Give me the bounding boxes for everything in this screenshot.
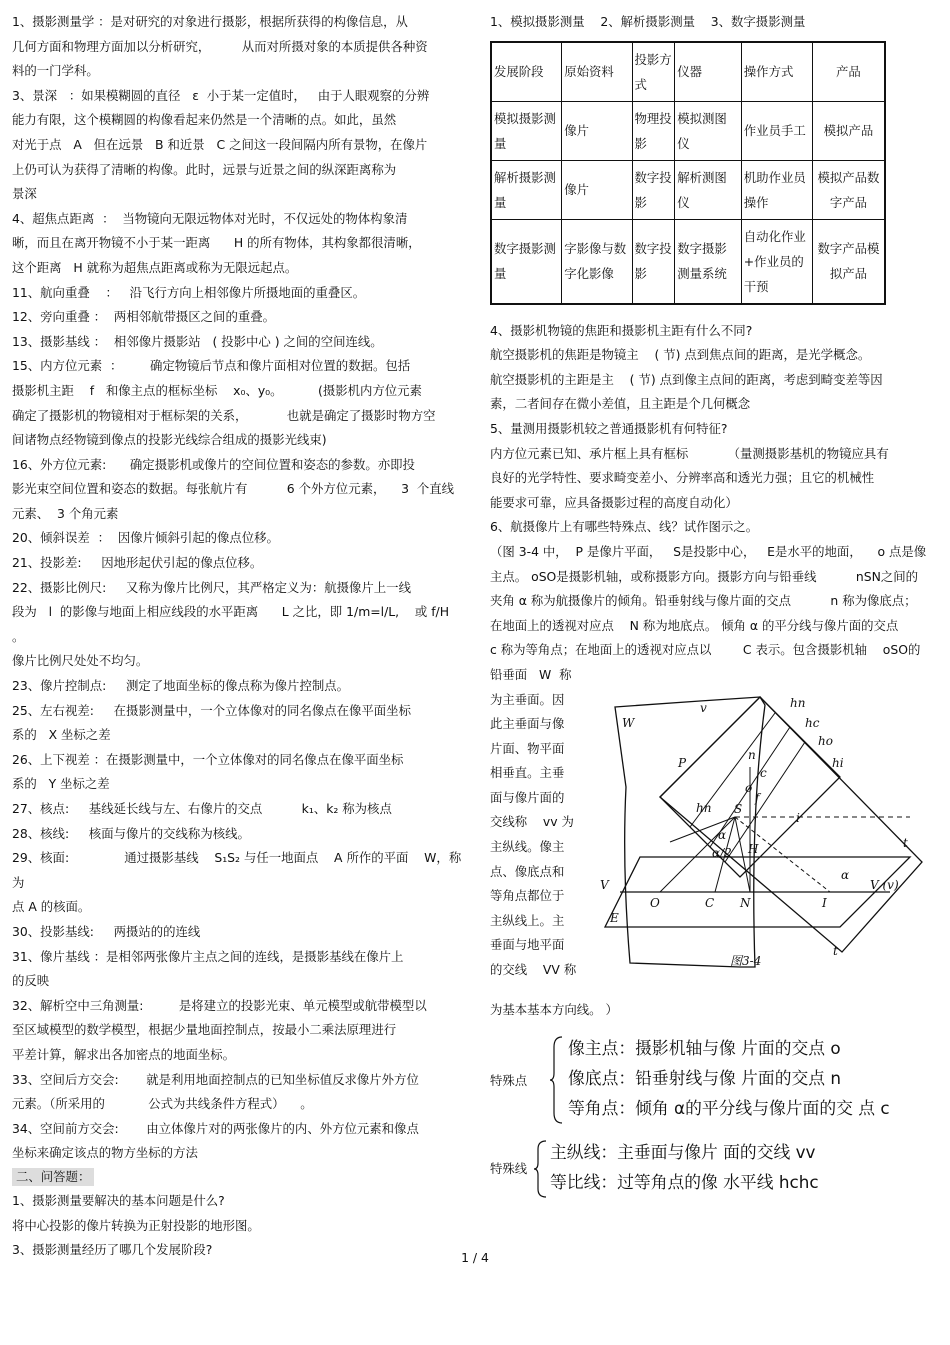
text-line: （图 3-4 中， P 是像片平面， S是投影中心， E是水平的地面， o 点是像: [490, 543, 927, 559]
stages-answer: 1、模拟摄影测量 2、解析摄影测量 3、数字摄影测量: [490, 14, 806, 29]
figure-block: [490, 663, 938, 998]
text-line: 32、解析空中三角测量: 是将建立的投影光束、单元模型或航带模型以: [12, 997, 427, 1013]
text-line: 在地面上的透视对应点 N 称为地底点。 倾角 α 的平分线与像片面的交点: [490, 617, 899, 633]
text-line: 29、核面: 通过摄影基线 S₁S₂ 与任一地面点 A 所作的平面 W，称为: [12, 850, 462, 890]
text-line: 27、核点: 基线延长线与左、右像片的交点 k₁、k₂ 称为核点: [12, 801, 392, 816]
text-line: 航空摄影机的主距是主 ( 节) 点到像主点间的距离，考虑到畸变差等因: [490, 371, 883, 387]
table-cell: 模拟测图仪: [675, 101, 742, 160]
text-line: 系的 Y 坐标之差: [12, 776, 110, 792]
table-cell: 数字投影: [632, 219, 675, 304]
table-cell: 作业员手工: [741, 101, 812, 160]
text-line: 良好的光学特性、要求畸变差小、分辨率高和透光力强；且它的机械性: [490, 470, 875, 486]
svg-text:α: α: [718, 827, 727, 842]
table-row: [491, 160, 885, 219]
special-lines: [490, 1137, 938, 1205]
text-line: 31、像片基线 ：是相邻两张像片主点之间的连线，是摄影基线在像片上: [12, 948, 404, 964]
text-line: 等角点都位于: [490, 888, 565, 904]
text-line: 21、投影差: 因地形起伏引起的像点位移。: [12, 555, 263, 571]
special-item: 像主点：摄影机轴与像 片面的交点 o: [568, 1037, 841, 1058]
special-item: 等角点：倾角 α的平分线与像片面的交 点 c: [568, 1097, 890, 1118]
text-line: 能力有限，这个模糊圆的构像看起来仍然是一个清晰的点。如此，虽然: [12, 112, 397, 128]
text-line: 摄影机主距 f 和像主点的框标坐标 x₀、y₀。 (摄影机内方位元素: [12, 382, 422, 398]
svg-text:H: H: [748, 841, 759, 856]
text-line: 景深: [12, 186, 37, 202]
text-line: 为主垂面。因: [490, 691, 565, 707]
svg-text:V: V: [600, 877, 609, 892]
text-line: 的反映: [12, 973, 50, 989]
text-line: 间诸物点经物镜到像点的投影光线综合组成的摄影光线束): [12, 432, 327, 448]
page-number: 1 / 4: [461, 1250, 489, 1265]
special-item: 像底点：铅垂射线与像 片面的交点 n: [568, 1067, 842, 1088]
svg-text:f: f: [755, 790, 760, 805]
svg-text:α: α: [841, 867, 850, 882]
svg-text:hn: hn: [790, 695, 806, 710]
table-cell: 模拟产品数字产品: [812, 160, 885, 219]
svg-text:v: v: [700, 700, 707, 715]
text-line: 至区域模型的数学模型，根据少量地面控制点，按最小二乘法原理进行: [12, 1022, 397, 1038]
brace-icon: [534, 1139, 548, 1199]
svg-text:C: C: [705, 895, 715, 910]
text-line: 5、量测用摄影机较之普通摄影机有何特征?: [490, 420, 728, 436]
left-column: [12, 10, 462, 1263]
text-line: 交线称 vv 为: [490, 814, 574, 830]
svg-text:ho: ho: [818, 733, 833, 748]
table-cell: 操作方式: [741, 42, 812, 102]
table-cell: 数字摄影测量系统: [675, 219, 742, 304]
text-line: 对光于点 A 但在远景 B 和近景 C 之间这一段间隔内所有景物，在像片: [12, 136, 428, 152]
text-line: 内方位元素已知、承片框上具有框标 （量测摄影基机的物镜应具有: [490, 445, 889, 461]
text-line: 垂面与地平面: [490, 937, 565, 953]
text-line: 铅垂面 W 称: [490, 666, 572, 682]
figure-after-text: 为基本基本方向线。 ）: [490, 1001, 618, 1017]
stages-table: [490, 41, 886, 305]
text-line: 11、航向重叠 ： 沿飞行方向上相邻像片所摄地面的重叠区。: [12, 284, 366, 300]
table-cell: 像片: [562, 101, 632, 160]
svg-text:c: c: [760, 765, 767, 780]
text-line: 1、摄影测量学 ：是对研究的对象进行摄影，根据所获得的构像信息，从: [12, 14, 408, 29]
svg-text:o: o: [745, 780, 753, 795]
text-line: 20、倾斜误差 ： 因像片倾斜引起的像点位移。: [12, 530, 279, 546]
text-line: 33、空间后方交会: 就是利用地面控制点的已知坐标值反求像片外方位: [12, 1071, 419, 1087]
text-line: 夹角 α 称为航摄像片的倾角。铅垂射线与像片面的交点 n 称为像底点；: [490, 593, 917, 609]
text-line: 料的一门学科。: [12, 63, 99, 79]
svg-text:t: t: [903, 835, 908, 850]
special-item: 主纵线：主垂面与像片 面的交线 vv: [550, 1141, 816, 1162]
text-line: 6、航摄像片上有哪些特殊点、线？试作图示之。: [490, 519, 759, 535]
text-line: 3、景深 ：如果模糊圆的直径 ε 小于某一定值时， 由于人眼观察的分辨: [12, 87, 430, 103]
svg-text:t: t: [833, 943, 838, 958]
text-line: 航空摄影机的焦距是物镜主 ( 节) 点到焦点间的距离，是光学概念。: [490, 347, 871, 363]
text-line: 像片比例尺处处不均匀。: [12, 653, 149, 669]
text-line: 26、上下视差 ：在摄影测量中，一个立体像对的同名像点在像平面坐标: [12, 751, 404, 767]
text-line: 面与像片面的: [490, 789, 565, 805]
table-cell: 数字投影: [632, 160, 675, 219]
special-points-label: 特殊点: [490, 1072, 528, 1088]
text-line: 12、旁向重叠 ： 两相邻航带摄区之间的重叠。: [12, 309, 276, 325]
svg-text:V (v): V (v): [870, 877, 899, 892]
table-cell: 像片: [562, 160, 632, 219]
text-line: 22、摄影比例尺: 又称为像片比例尺，其严格定义为：航摄像片上一线: [12, 579, 411, 595]
text-line: 片面、物平面: [490, 740, 565, 756]
table-cell: 发展阶段: [491, 42, 562, 102]
table-cell: 数字摄影测量: [491, 219, 562, 304]
special-points: [490, 1033, 938, 1129]
definitions-list: [12, 10, 462, 1166]
text-line: 13、摄影基线 ： 相邻像片摄影站 ( 投影中心 ) 之间的空间连线。: [12, 333, 383, 349]
table-cell: 原始资料: [562, 42, 632, 102]
text-line: 段为 l 的影像与地面上相应线段的水平距离 L 之比，即 1/m=l/L, 或 f/H 。: [12, 604, 454, 644]
text-line: 28、核线: 核面与像片的交线称为核线。: [12, 825, 250, 841]
svg-text:E: E: [610, 910, 619, 925]
special-points-items: [568, 1033, 890, 1123]
text-line: c 称为等角点；在地面上的透视对应点以 C 表示。包含摄影机轴 oSO的: [490, 642, 921, 658]
right-column: [490, 10, 938, 1205]
text-line: 系的 X 坐标之差: [12, 727, 111, 743]
svg-text:S: S: [734, 801, 743, 816]
table-cell: 投影方式: [632, 42, 675, 102]
table-cell: 产品: [812, 42, 885, 102]
text-line: 元素。（所采用的 公式为共线条件方程式） 。: [12, 1096, 313, 1112]
text-line: 25、左右视差: 在摄影测量中，一个立体像对的同名像点在像平面坐标: [12, 702, 411, 718]
table-cell: 数字产品模拟产品: [812, 219, 885, 304]
table-row: [491, 101, 885, 160]
svg-text:P: P: [678, 755, 687, 770]
table-cell: 解析测图仪: [675, 160, 742, 219]
text-line: 3、摄影测量经历了哪几个发展阶段?: [12, 1242, 213, 1258]
text-line: 4、超焦点距离 ： 当物镜向无限远物体对光时，不仅远处的物体构象清: [12, 210, 408, 226]
table-cell: 机助作业员操作: [741, 160, 812, 219]
table-cell: 仪器: [675, 42, 742, 102]
text-line: 30、投影基线: 两摄站的的连线: [12, 923, 201, 939]
svg-text:α/2: α/2: [712, 845, 732, 860]
svg-text:O: O: [650, 895, 660, 910]
text-line: 主纵线。像主: [490, 839, 565, 855]
table-row: [491, 42, 885, 102]
table-cell: 模拟产品: [812, 101, 885, 160]
text-line: 确定了摄影机的物镜相对于框标架的关系， 也就是确定了摄影时物方空: [12, 407, 436, 423]
text-line: 素，二者间存在微小差值，且主距是个几何概念: [490, 396, 751, 412]
svg-text:i: i: [796, 810, 800, 825]
special-item: 等比线：过等角点的像 水平线 hchc: [550, 1171, 819, 1192]
text-line: 点、像底点和: [490, 863, 565, 879]
text-line: 平差计算，解求出各加密点的地面坐标。: [12, 1046, 236, 1062]
table-cell: 自动化作业+作业员的干预: [741, 219, 812, 304]
text-line: 将中心投影的像片转换为正射投影的地形图。: [12, 1217, 260, 1233]
text-line: 影光束空间位置和姿态的数据。每张航片有 6 个外方位元素， 3 个直线: [12, 481, 455, 497]
text-line: 主点。 oSO是摄影机轴，或称摄影方向。摄影方向与铅垂线 nSN之间的: [490, 568, 919, 584]
table-cell: 字影像与数字化影像: [562, 219, 632, 304]
svg-text:hc: hc: [805, 715, 820, 730]
table-cell: 模拟摄影测量: [491, 101, 562, 160]
table-cell: 物理投影: [632, 101, 675, 160]
svg-text:hn: hn: [696, 800, 712, 815]
svg-text:I: I: [822, 895, 827, 910]
text-line: 相垂直。主垂: [490, 765, 565, 781]
text-line: 34、空间前方交会: 由立体像片对的两张像片的内、外方位元素和像点: [12, 1120, 419, 1136]
special-lines-items: [550, 1137, 819, 1197]
svg-text:N: N: [740, 895, 751, 910]
text-line: 点 A 的核面。: [12, 899, 91, 915]
text-line: 主纵线上。主: [490, 912, 565, 928]
text-line: 16、外方位元素: 确定摄影机或像片的空间位置和姿态的参数。亦即投: [12, 456, 415, 472]
text-line: 4、摄影机物镜的焦距和摄影机主距有什么不同?: [490, 322, 753, 338]
text-line: 晰，而且在离开物镜不小于某一距离 H 的所有物体，其构象都很清晰，: [12, 235, 421, 251]
table-row: [491, 219, 885, 304]
text-line: 这个距离 H 就称为超焦点距离或称为无限远起点。: [12, 259, 298, 275]
text-line: 此主垂面与像: [490, 716, 565, 732]
figure-caption: 图3-4: [730, 953, 762, 968]
table-cell: 解析摄影测量: [491, 160, 562, 219]
text-line: 能要求可靠，应具备摄影过程的高度自动化）: [490, 494, 738, 510]
text-line: 几何方面和物理方面加以分析研究， 从而对所摄对象的本质提供各种资: [12, 38, 428, 54]
svg-text:W: W: [622, 715, 635, 730]
text-line: 元素、 3 个角元素: [12, 505, 119, 521]
figure-side-text: [490, 663, 580, 983]
text-line: 坐标来确定该点的物方坐标的方法: [12, 1145, 198, 1161]
text-line: 的交线 VV 称: [490, 962, 577, 978]
svg-text:hi: hi: [832, 755, 844, 770]
brace-icon: [550, 1035, 564, 1125]
text-line: 23、像片控制点: 测定了地面坐标的像点称为像片控制点。: [12, 678, 350, 694]
text-line: 15、内方位元素 ： 确定物镜后节点和像片面相对位置的数据。包括: [12, 358, 411, 374]
section-heading: 二、问答题：: [12, 1168, 94, 1186]
figure-3-4: [600, 667, 930, 987]
svg-text:n: n: [748, 747, 756, 762]
text-line: 上仍可认为获得了清晰的构像。此时，远景与近景之间的纵深距离称为: [12, 161, 397, 177]
special-lines-label: 特殊线: [490, 1160, 528, 1176]
answers-list: [490, 319, 938, 663]
text-line: 1、摄影测量要解决的基本问题是什么?: [12, 1192, 225, 1208]
